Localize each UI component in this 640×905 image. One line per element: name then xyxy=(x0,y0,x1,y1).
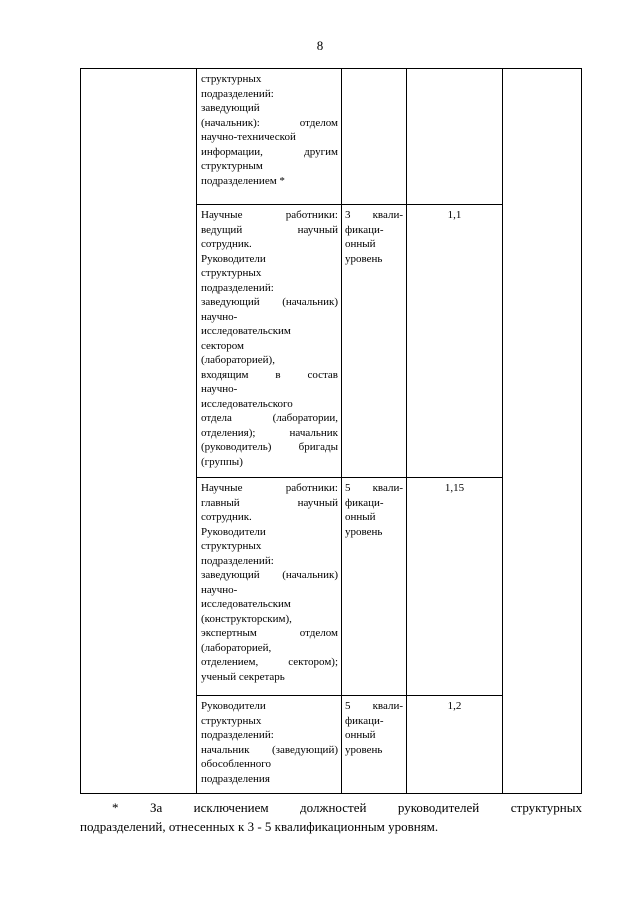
level-cell xyxy=(342,205,407,478)
position-line: (лабораторией), xyxy=(201,354,275,366)
coefficient-cell xyxy=(407,478,503,696)
position-line: (конструкторским), xyxy=(201,612,292,625)
position-line: (руководитель) бригады xyxy=(201,441,338,453)
position-cell xyxy=(197,205,342,478)
position-line: сотрудник. xyxy=(201,511,252,523)
coefficient-value: 1,1 xyxy=(447,209,462,221)
position-line: Руководители xyxy=(201,700,266,712)
level-line: уровень xyxy=(345,252,383,265)
level-line: онный xyxy=(345,511,376,523)
position-line: ученый секретарь xyxy=(201,670,285,683)
position-line: Научные работники: xyxy=(201,482,338,494)
position-line: заведующий xyxy=(201,102,260,114)
page-number: 8 xyxy=(316,38,324,53)
coefficient-cell xyxy=(407,205,503,478)
footnote xyxy=(80,798,582,836)
extra-cell xyxy=(503,69,582,794)
level-line: онный xyxy=(345,238,376,250)
position-line: структурных xyxy=(201,73,262,85)
position-line: начальник (заведующий) xyxy=(201,743,338,756)
coefficient-value: 1,15 xyxy=(444,482,465,494)
position-line: научно- xyxy=(201,583,238,596)
coefficient-cell xyxy=(407,696,503,794)
footnote-line: * За исключением должностей руководителей структурных xyxy=(112,800,582,815)
position-line: экспертным отделом xyxy=(201,627,338,639)
position-line: подразделений: xyxy=(201,281,274,294)
position-cell xyxy=(197,478,342,696)
position-line: научно- xyxy=(201,310,238,323)
footnote-line: подразделений, отнесенных к 3 - 5 квалификационным уровням. xyxy=(80,819,439,834)
position-line: структурных xyxy=(201,267,262,279)
position-cell xyxy=(197,69,342,205)
level-line: уровень xyxy=(345,525,383,538)
level-line: 5 квали- xyxy=(345,482,403,494)
position-line: обособленного xyxy=(201,758,271,770)
level-line: 3 квали- xyxy=(345,209,403,221)
position-line: заведующий (начальник) xyxy=(201,569,338,581)
position-line: (группы) xyxy=(201,455,243,468)
position-line: сектором xyxy=(201,339,245,352)
position-line: подразделений: xyxy=(201,87,274,100)
level-line: уровень xyxy=(345,743,383,756)
position-line: структурных xyxy=(201,540,262,552)
position-line: Научные работники: xyxy=(201,209,338,221)
position-line: исследовательского xyxy=(201,397,293,410)
position-line: (начальник): отделом xyxy=(201,116,338,129)
level-line: онный xyxy=(345,729,376,741)
position-line: заведующий (начальник) xyxy=(201,296,338,308)
position-line: структурных xyxy=(201,714,262,727)
table-row xyxy=(81,69,582,205)
position-line: подразделений: xyxy=(201,729,274,741)
level-cell xyxy=(342,696,407,794)
level-line: фикаци- xyxy=(345,223,384,236)
position-line: Руководители xyxy=(201,525,266,538)
position-line: подразделения xyxy=(201,772,270,785)
position-line: подразделений: xyxy=(201,554,274,567)
level-line: фикаци- xyxy=(345,714,384,727)
position-line: отдела (лаборатории, xyxy=(201,412,338,424)
position-line: подразделением * xyxy=(201,174,285,187)
position-cell xyxy=(197,696,342,794)
coefficient-value: 1,2 xyxy=(447,700,462,712)
position-line: главный научный xyxy=(201,496,338,509)
position-line: сотрудник. xyxy=(201,238,252,250)
position-line: отделения); начальник xyxy=(201,426,338,439)
level-line: фикаци- xyxy=(345,496,384,509)
coefficient-cell xyxy=(407,69,503,205)
level-cell xyxy=(342,69,407,205)
position-line: информации, другим xyxy=(201,145,338,158)
position-line: исследовательским xyxy=(201,325,291,337)
position-line: ведущий научный xyxy=(201,223,338,236)
level-line: 5 квали- xyxy=(345,700,403,712)
position-line: научно-технической xyxy=(201,131,296,143)
position-line: (лабораторией, xyxy=(201,641,272,654)
qualification-table xyxy=(80,68,582,794)
position-line: исследовательским xyxy=(201,598,291,610)
level-cell xyxy=(342,478,407,696)
group-cell xyxy=(81,69,197,794)
position-line: входящим в состав xyxy=(201,368,338,381)
position-line: научно- xyxy=(201,383,238,395)
position-line: отделением, сектором); xyxy=(201,656,338,668)
position-line: Руководители xyxy=(201,252,266,265)
position-line: структурным xyxy=(201,160,263,172)
